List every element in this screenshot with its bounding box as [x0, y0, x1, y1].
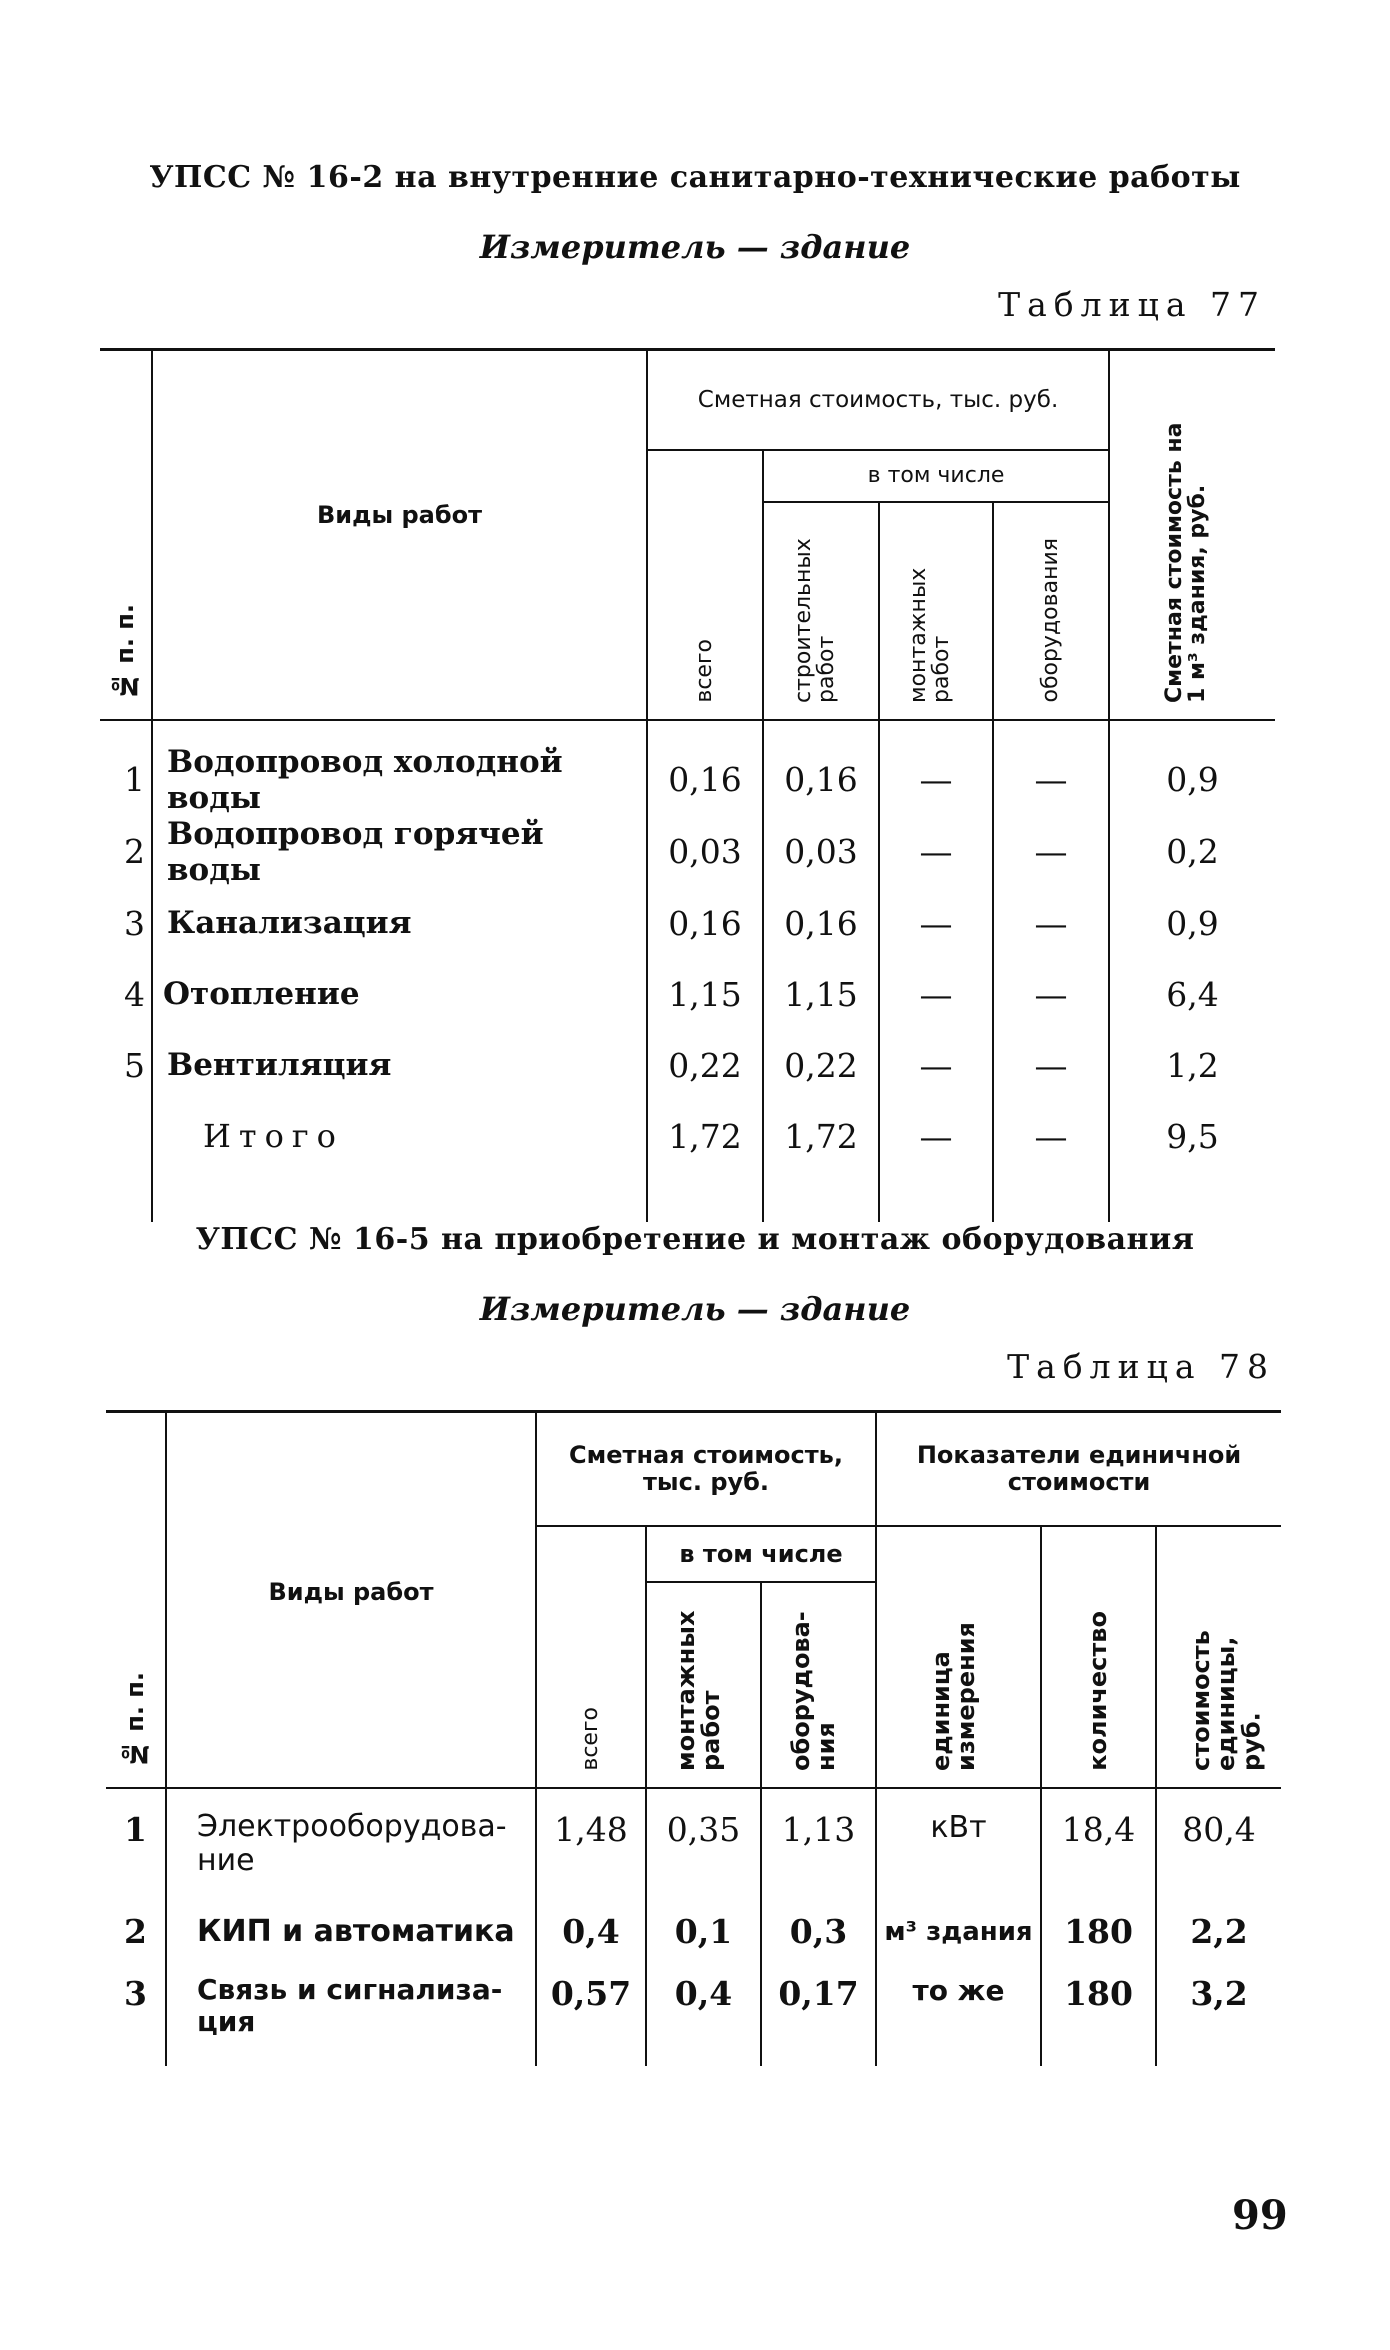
table78 [106, 1410, 1281, 2066]
cell-per-m3: 9,5 [1166, 1116, 1219, 1156]
cell-installation: — [879, 744, 993, 816]
cell-construction: 0,22 [763, 1030, 879, 1101]
table78-meter: Измеритель — здание [479, 1290, 911, 1328]
row-work-name: Водопровод холодной воды [152, 744, 647, 816]
table77-header-total: всего [647, 450, 763, 720]
cell-per-m3: 1,2 [1166, 1045, 1219, 1085]
page-number: 99 [1232, 2192, 1288, 2239]
row-work-name: Вентиляция [152, 1030, 647, 1101]
table78-header-total: всего [536, 1526, 646, 1788]
table77-meter: Измеритель — здание [479, 228, 911, 266]
cell-equipment: — [993, 1030, 1109, 1101]
cell-construction: 0,03 [763, 816, 879, 888]
total-label: Итого [152, 1101, 647, 1172]
table-total-row [100, 1101, 1275, 1172]
cell-total: 0,4 [536, 1898, 646, 1966]
cell-equipment: — [993, 816, 1109, 888]
cell-equipment: — [993, 959, 1109, 1030]
cell-construction: 1,72 [763, 1101, 879, 1172]
row-num: 5 [100, 1030, 152, 1101]
table78-header-unit-cost: стоимость единицы, руб. [1156, 1526, 1281, 1788]
table77-header-equipment: оборудования [993, 502, 1109, 720]
cell-installation: 0,4 [646, 1966, 761, 2066]
table-row [106, 1802, 1281, 1898]
cell-per-m3: 6,4 [1166, 974, 1219, 1014]
row-num: 3 [100, 888, 152, 959]
cell-unit-cost: 80,4 [1182, 1809, 1256, 1849]
cell-total: 0,16 [647, 888, 763, 959]
cell-installation: — [879, 888, 993, 959]
row-work-name: Водопровод горячей воды [152, 816, 647, 888]
table78-header-cost-group: Сметная стоимость, тыс. руб. [536, 1412, 876, 1526]
cell-installation: — [879, 816, 993, 888]
table78-header-incl: в том числе [646, 1526, 876, 1582]
row-num: 2 [106, 1898, 166, 1966]
table-row [100, 744, 1275, 816]
cell-per-m3: 0,9 [1166, 903, 1219, 943]
table77-header-construction: строительных работ [763, 502, 879, 720]
table-row [106, 1966, 1281, 2066]
table77-header-per-m3: Сметная стоимость на 1 м³ здания, руб. [1109, 350, 1275, 720]
table78-label: Таблица 78 [1007, 1347, 1275, 1386]
table77-header-work: Виды работ [152, 350, 647, 720]
table78-header-installation: монтажных работ [646, 1582, 761, 1788]
cell-construction: 0,16 [763, 744, 879, 816]
cell-unit-cost: 2,2 [1190, 1912, 1248, 1951]
row-work-name: Электрооборудова-ние [166, 1802, 536, 1898]
cell-total: 0,57 [536, 1966, 646, 2066]
cell-total: 0,03 [647, 816, 763, 888]
cell-quantity: 180 [1041, 1898, 1156, 1966]
cell-equipment: 0,17 [761, 1966, 876, 2066]
table77-header-incl: в том числе [763, 450, 1109, 502]
row-num: 4 [100, 959, 152, 1030]
row-work-name: Канализация [152, 888, 647, 959]
table-row [100, 888, 1275, 959]
cell-unit: кВт [876, 1802, 1041, 1898]
table-row [106, 1898, 1281, 1966]
table77-header-num: № п. п. [100, 350, 152, 720]
cell-equipment: 0,3 [761, 1898, 876, 1966]
table78-header-equipment: оборудова-ния [761, 1582, 876, 1788]
table-row [100, 1030, 1275, 1101]
table77-label: Таблица 77 [998, 285, 1266, 324]
table78-header-unit: единица измерения [876, 1526, 1041, 1788]
cell-total: 1,72 [647, 1101, 763, 1172]
cell-installation: 0,35 [646, 1802, 761, 1898]
cell-unit: м³ здания [876, 1898, 1041, 1966]
table77-header-installation: монтажных работ [879, 502, 993, 720]
cell-per-m3: 0,2 [1166, 832, 1219, 871]
cell-installation: — [879, 959, 993, 1030]
table77 [100, 348, 1275, 1222]
table77-title: УПСС № 16-2 на внутренние санитарно-технические работы [149, 160, 1241, 195]
cell-unit: то же [876, 1966, 1041, 2066]
cell-quantity: 18,4 [1041, 1802, 1156, 1898]
row-num: 3 [106, 1966, 166, 2066]
cell-construction: 0,16 [763, 888, 879, 959]
cell-equipment: — [993, 744, 1109, 816]
cell-equipment: — [993, 1101, 1109, 1172]
cell-equipment: — [993, 888, 1109, 959]
row-work-name: КИП и автоматика [166, 1898, 536, 1966]
table-row [100, 959, 1275, 1030]
cell-installation: 0,1 [646, 1898, 761, 1966]
cell-quantity: 180 [1041, 1966, 1156, 2066]
cell-per-m3: 0,9 [1166, 760, 1219, 799]
table78-header-work: Виды работ [166, 1412, 536, 1788]
table78-header-quantity: количество [1041, 1526, 1156, 1788]
cell-total: 0,16 [647, 744, 763, 816]
row-work-name: Отопление [152, 959, 647, 1030]
cell-total: 1,48 [536, 1802, 646, 1898]
cell-total: 0,22 [647, 1030, 763, 1101]
row-work-name: Связь и сигнализа-ция [166, 1966, 536, 2066]
row-num: 1 [100, 744, 152, 816]
cell-total: 1,15 [647, 959, 763, 1030]
cell-installation: — [879, 1030, 993, 1101]
cell-installation: — [879, 1101, 993, 1172]
cell-unit-cost: 3,2 [1190, 1973, 1248, 2013]
cell-equipment: 1,13 [761, 1802, 876, 1898]
row-num: 1 [106, 1802, 166, 1898]
table78-header-num: № п. п. [106, 1412, 166, 1788]
row-num: 2 [100, 816, 152, 888]
cell-construction: 1,15 [763, 959, 879, 1030]
table-row [100, 816, 1275, 888]
table78-title: УПСС № 16-5 на приобретение и монтаж оборудования [195, 1222, 1195, 1257]
table78-header-indicators-group: Показатели единичной стоимости [876, 1412, 1281, 1526]
table77-header-cost-group: Сметная стоимость, тыс. руб. [647, 350, 1109, 450]
